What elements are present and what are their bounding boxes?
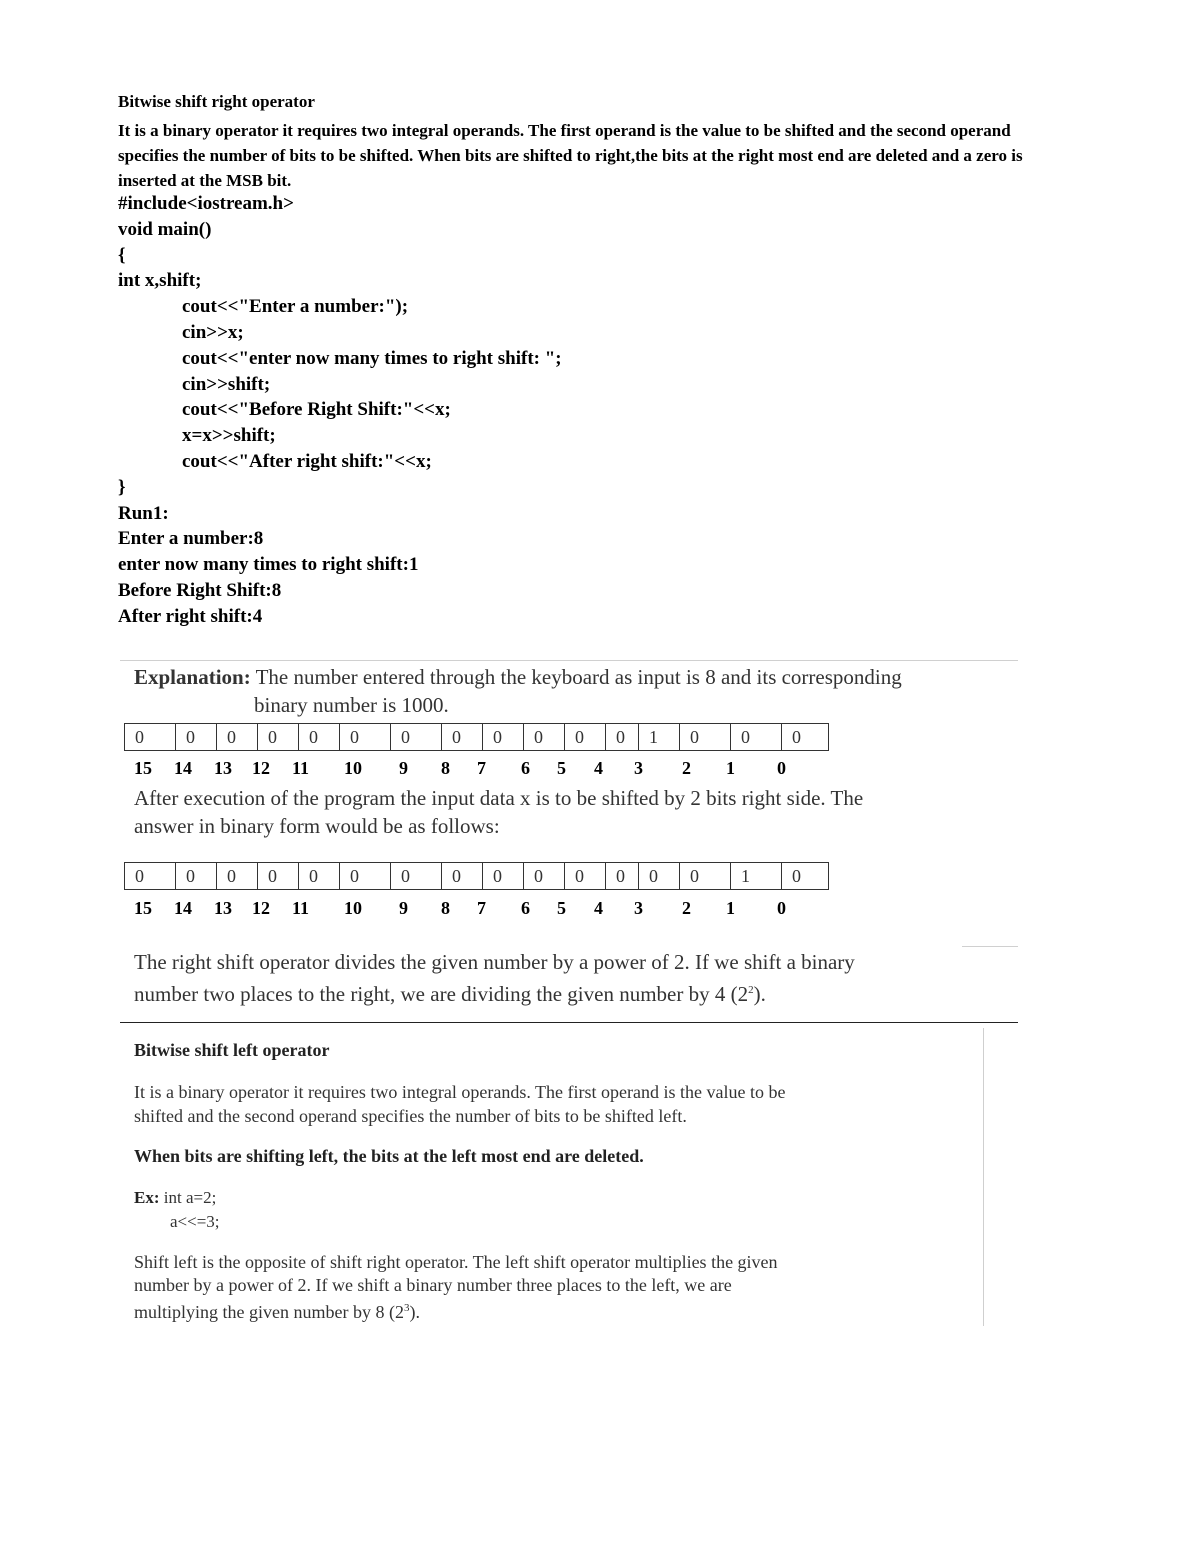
bit-cell: 0 (125, 863, 176, 890)
left-shift-description (134, 1080, 785, 1128)
bit-position-label: 13 (214, 758, 232, 778)
bit-position-label: 9 (399, 898, 408, 918)
bit-position-label: 7 (477, 898, 486, 918)
code-line: int x,shift; (118, 270, 202, 292)
bit-cell: 0 (299, 863, 340, 890)
bit-cell: 0 (782, 863, 829, 890)
bit-position-label: 15 (134, 898, 152, 918)
bit-cell: 0 (606, 724, 639, 751)
right-shift-title: Bitwise shift right operator (118, 92, 315, 111)
text-line: multiplying the given number by 8 $(2^3)$. (134, 1302, 420, 1322)
bit-cell: 0 (391, 724, 442, 751)
bit-cell: 0 (483, 863, 524, 890)
bit-cell: 0 (680, 863, 731, 890)
bit-position-label: 2 (682, 758, 691, 778)
bit-position-label: 13 (214, 898, 232, 918)
bit-cell: 0 (176, 724, 217, 751)
bit-cell: 0 (606, 863, 639, 890)
left-shift-rule: When bits are shifting left, the bits at the left most end are deleted. (134, 1146, 644, 1166)
text-line: answer in binary form would be as follows: (134, 814, 500, 838)
bit-cell: 0 (125, 724, 176, 751)
bit-cell: 0 (782, 724, 829, 751)
bit-cell: 1 (731, 863, 782, 890)
bit-position-label: 12 (252, 898, 270, 918)
bit-position-label: 8 (441, 898, 450, 918)
bit-cell: 0 (565, 724, 606, 751)
bit-position-label: 0 (777, 898, 786, 918)
divider (962, 946, 1018, 947)
text-line: Shift left is the opposite of shift right operator. The left shift operator multiplies the given (134, 1252, 778, 1272)
bit-position-label: 12 (252, 758, 270, 778)
bit-position-label: 1 (726, 758, 735, 778)
code-line: } (118, 476, 126, 498)
explanation-line: binary number is 1000. (254, 693, 449, 717)
bit-position-label: 3 (634, 898, 643, 918)
bit-position-label: 2 (682, 898, 691, 918)
code-line: cin>>x; (182, 321, 244, 343)
bit-position-label: 7 (477, 758, 486, 778)
code-line: { (118, 244, 126, 266)
code-line: cout<<"enter now many times to right shift: "; (182, 347, 562, 369)
bit-position-label: 15 (134, 758, 152, 778)
after-execution-text (134, 784, 863, 840)
explanation-block (134, 663, 902, 719)
text-line: The right shift operator divides the given number by a power of 2. If we shift a binary (134, 950, 855, 974)
bit-cell: 0 (217, 863, 258, 890)
bit-position-label: 4 (594, 898, 603, 918)
bit-cell: 0 (565, 863, 606, 890)
bit-cell: 0 (442, 724, 483, 751)
bit-cell: 0 (391, 863, 442, 890)
bit-cell: 0 (524, 724, 565, 751)
bit-cell: 0 (299, 724, 340, 751)
code-line: cout<<"Before Right Shift:"<<x; (182, 399, 451, 421)
bit-cell: 0 (176, 863, 217, 890)
bit-position-label: 6 (521, 898, 530, 918)
run-output-line: After right shift:4 (118, 605, 263, 627)
code-line: cin>>shift; (182, 373, 271, 395)
divider (120, 660, 1018, 661)
left-shift-multiply-text (134, 1251, 778, 1324)
bit-position-label: 0 (777, 758, 786, 778)
code-line: void main() (118, 218, 212, 240)
bit-position-label: 14 (174, 898, 192, 918)
example-code: a<<=3; (170, 1212, 220, 1231)
bit-cell: 0 (258, 724, 299, 751)
bit-position-label: 5 (557, 898, 566, 918)
run-label: Run1: (118, 502, 169, 524)
text-line: number two places to the right, we are dividing the given number by 4 $(2^2)$. (134, 982, 766, 1006)
bit-cell: 0 (442, 863, 483, 890)
run-output-line: Enter a number:8 (118, 528, 264, 550)
right-shift-description: It is a binary operator it requires two integral operands. The first operand is the value to be shifted and the second operand specifies the number of bits to be shifted. When bits are shifted to right,the bits at the right most end are deleted and a zero is inserted at the MSB bit. (118, 121, 1023, 190)
code-line: #include<iostream.h> (118, 193, 294, 214)
code-line: cout<<"After right shift:"<<x; (182, 450, 432, 472)
bit-position-label: 14 (174, 758, 192, 778)
bit-position-label: 11 (292, 758, 310, 778)
example-label: Ex: (134, 1188, 160, 1207)
bit-cell: 0 (340, 863, 391, 890)
bit-cell: 0 (731, 724, 782, 751)
example-code: int a=2; (159, 1188, 217, 1207)
left-shift-title: Bitwise shift left operator (134, 1040, 330, 1060)
text-line: number by a power of 2. If we shift a binary number three places to the left, we are (134, 1275, 732, 1295)
text-line: It is a binary operator it requires two integral operands. The first operand is the value to be (134, 1082, 786, 1102)
bit-position-label: 8 (441, 758, 450, 778)
explanation-label: Explanation: (134, 665, 251, 689)
binary-table-before (124, 723, 829, 751)
bit-position-label: 3 (634, 758, 643, 778)
bit-position-label: 11 (292, 898, 310, 918)
section-divider (120, 1022, 1018, 1023)
left-shift-example (134, 1186, 220, 1234)
bit-cell: 0 (639, 863, 680, 890)
bit-position-label: 6 (521, 758, 530, 778)
explanation-line: The number entered through the keyboard as input is 8 and its corresponding (255, 665, 902, 689)
bit-position-label: 9 (399, 758, 408, 778)
code-listing (118, 191, 562, 630)
scan-border (983, 1028, 984, 1326)
bit-position-label: 5 (557, 758, 566, 778)
bit-cell: 0 (217, 724, 258, 751)
bit-cell: 0 (524, 863, 565, 890)
bit-position-label: 1 (726, 898, 735, 918)
bit-cell: 0 (483, 724, 524, 751)
bit-position-label: 10 (344, 758, 362, 778)
bit-cell: 1 (639, 724, 680, 751)
run-output-line: Before Right Shift:8 (118, 579, 282, 601)
bit-cell: 0 (340, 724, 391, 751)
text-line: After execution of the program the input data x is to be shifted by 2 bits right side. The (134, 786, 864, 810)
bit-position-label: 4 (594, 758, 603, 778)
code-line: x=x>>shift; (182, 425, 276, 447)
bit-cell: 0 (680, 724, 731, 751)
code-line: cout<<"Enter a number:"); (182, 296, 409, 318)
bit-position-label: 10 (344, 898, 362, 918)
right-shift-divide-text (134, 948, 855, 1008)
text-line: shifted and the second operand specifies the number of bits to be shifted left. (134, 1106, 687, 1126)
bit-cell: 0 (258, 863, 299, 890)
run-output-line: enter now many times to right shift:1 (118, 554, 419, 576)
binary-table-after (124, 862, 829, 890)
